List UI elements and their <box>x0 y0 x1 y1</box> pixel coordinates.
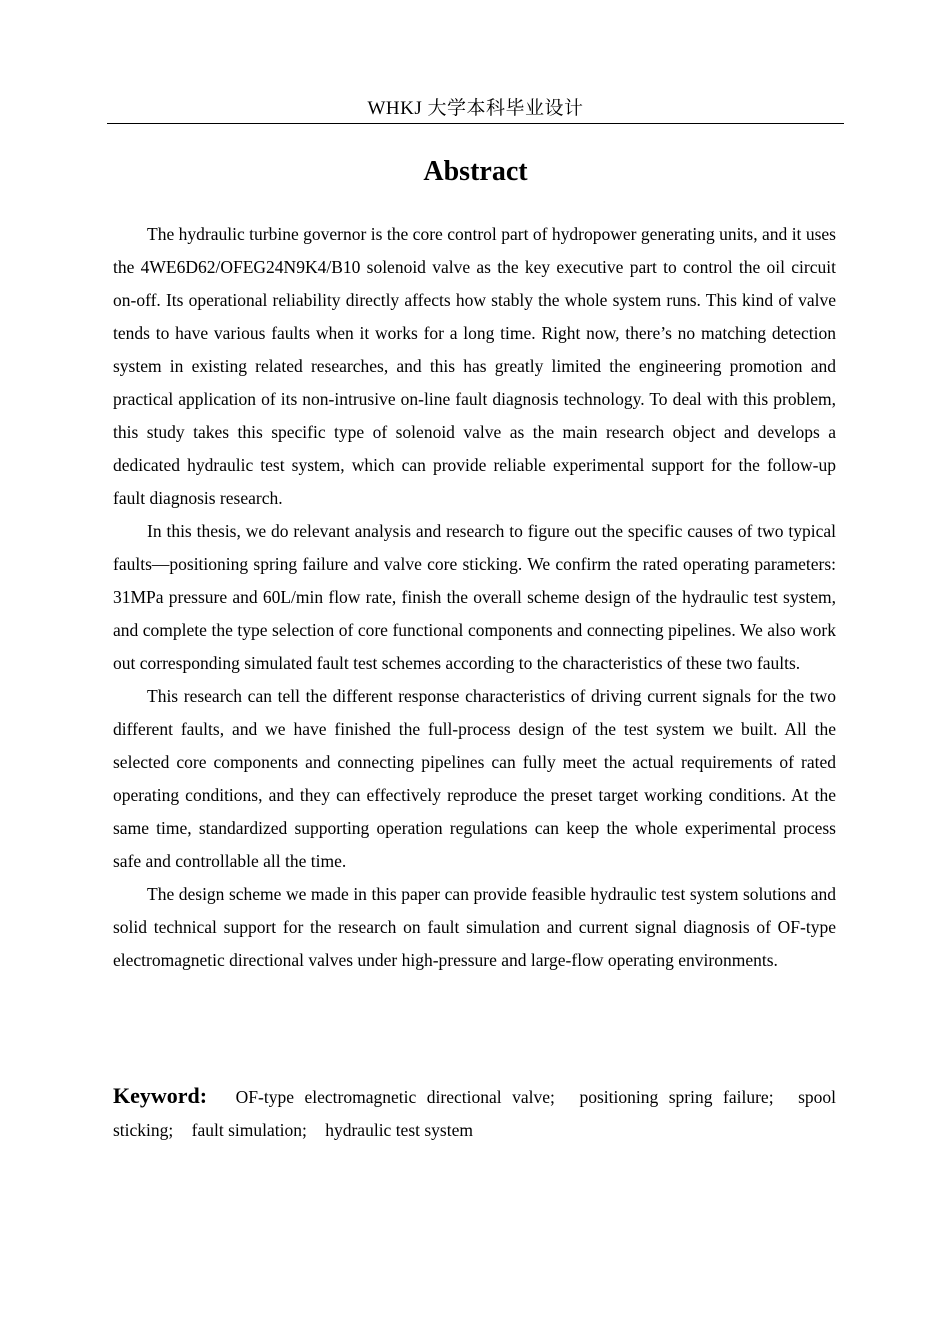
abstract-title: Abstract <box>423 156 528 187</box>
abstract-paragraph-3: This research can tell the different response characteristics of driving current signals for the two different faults, and we have finished the full-process design of the test system we built. All the selected core components and connecting pipelines can fully meet the actual requirements of rated operating conditions, and they can effectively reproduce the preset target working conditions. At the same time, standardized supporting operation regulations can keep the whole experimental process safe and controllable all the time. <box>113 686 836 871</box>
keyword-item: positioning spring failure; <box>579 1087 774 1107</box>
keyword-item: spool sticking; <box>113 1087 837 1140</box>
keyword-item: hydraulic test system <box>325 1120 473 1140</box>
keyword-item: OF-type electromagnetic directional valve; <box>235 1087 555 1107</box>
abstract-body <box>113 218 836 977</box>
keywords-block <box>113 1079 836 1147</box>
abstract-paragraph-4: The design scheme we made in this paper can provide feasible hydraulic test system solutions and solid technical support for the research on fault simulation and current signal diagnosis of OF-type electromagnetic directional valves under high-pressure and large-flow operating environments. <box>113 884 836 970</box>
keywords-label: Keyword: <box>113 1083 208 1108</box>
running-header: WHKJ 大学本科毕业设计 <box>367 98 584 119</box>
abstract-paragraph-2: In this thesis, we do relevant analysis and research to figure out the specific causes of two typical faults—positioning spring failure and valve core sticking. We confirm the rated operating parameters: 31MPa pressure and 60L/min flow rate, finish the overall scheme design of the hydraulic test system, and complete the type selection of core functional components and connecting pipelines. We also work out corresponding simulated fault test schemes according to the characteristics of these two faults. <box>113 521 836 673</box>
keyword-item: fault simulation; <box>191 1120 307 1140</box>
header-rule <box>107 123 844 124</box>
abstract-paragraph-1: The hydraulic turbine governor is the core control part of hydropower generating units, and it uses the 4WE6D62/OFEG24N9K4/B10 solenoid valve as the key executive part to control the oil circuit on-off. Its operational reliability directly affects how stably the whole system runs. This kind of valve tends to have various faults when it works for a long time. Right now, there’s no matching detection system in existing related researches, and this has greatly limited the engineering promotion and practical application of its non-intrusive on-line fault diagnosis technology. To deal with this problem, this study takes this specific type of solenoid valve as the main research object and develops a dedicated hydraulic test system, which can provide reliable experimental support for the follow-up fault diagnosis research. <box>113 224 836 508</box>
